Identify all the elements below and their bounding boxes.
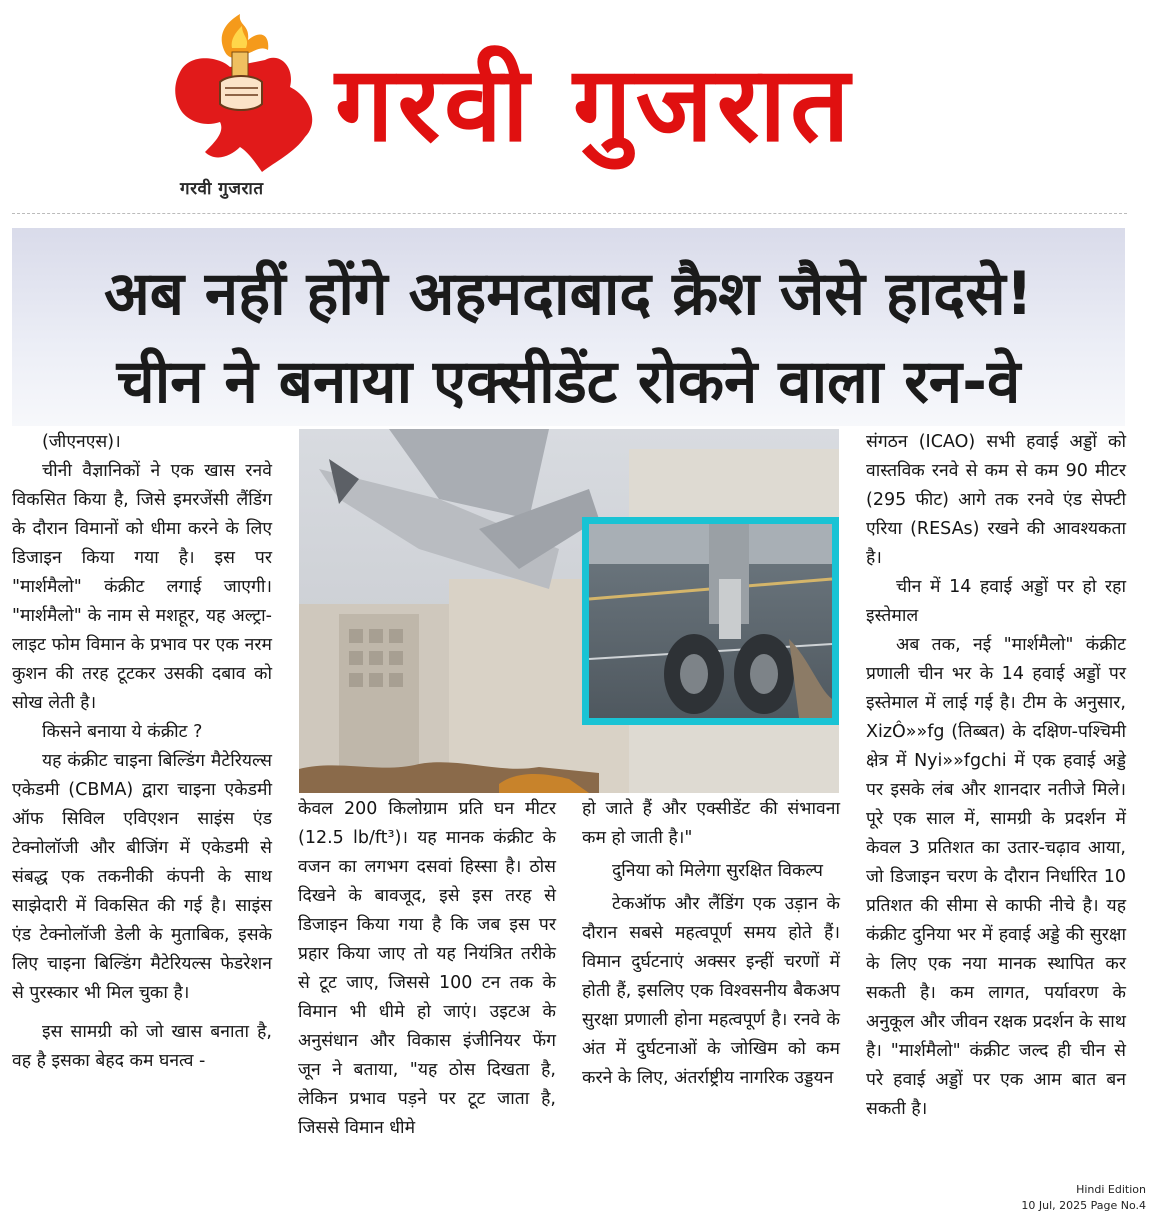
edition-label: Hindi Edition <box>1076 1183 1146 1196</box>
torch-map-logo-icon <box>170 12 330 202</box>
paragraph: चीनी वैज्ञानिकों ने एक खास रनवे विकसित किया है, जिसे इमरजेंसी लैंडिंग के दौरान विमानों को धीमा करने के लिए डिजाइन किया गया है। इस पर "मार्शमैलो" कंक्रीट लगाई जाएगी। "मार्शमैलो" के नाम से मशहूर, यह अल्ट्रा-लाइट फोम विमान के प्रभाव पर एक नरम कुशन की तरह टूटकर उसकी दबाव को सोख लेती है। <box>12 461 272 713</box>
headline-line-2: चीन ने बनाया एक्सीडेंट रोकने वाला रन-वे <box>116 347 1021 417</box>
article-column-4 <box>866 428 1126 1124</box>
paragraph: हो जाते हैं और एक्सीडेंट की संभावना कम हो जाती है।" <box>582 799 840 848</box>
crash-photo <box>299 429 839 793</box>
paragraph: इस सामग्री को जो खास बनाता है, वह है इसका बेहद कम घनत्व - <box>12 1022 272 1071</box>
headline-banner <box>12 228 1125 426</box>
newspaper-title: गरवी गुजरात <box>335 43 854 165</box>
article-column-1 <box>12 428 272 1076</box>
page-footer <box>1021 1182 1146 1214</box>
masthead <box>0 0 1156 215</box>
article-column-2 <box>298 795 556 1143</box>
paragraph: टेकऑफ और लैंडिंग एक उड़ान के दौरान सबसे महत्वपूर्ण समय होते हैं। विमान दुर्घटनाएं अक्सर इन्हीं चरणों में होती हैं, इसलिए एक विश्वसनीय बैकअप सुरक्षा प्रणाली होना महत्वपूर्ण है। रनवे के अंत में दुर्घटनाओं के जोखिम को कम करने के लिए, अंतर्राष्ट्रीय नागरिक उड्डयन <box>582 894 840 1088</box>
paragraph: यह कंक्रीट चाइना बिल्डिंग मैटेरियल्स एकेडमी (CBMA) द्वारा चाइना एकेडमी ऑफ सिविल एविएशन साइंस एंड टेक्नोलॉजी और बीजिंग में एकेडमी से संबद्ध एक तकनीकी कंपनी के साथ साझेदारी में विकसित की गई है। साइंस एंड टेक्नोलॉजी डेली के मुताबिक, इसके लिए चाइना बिल्डिंग मैटेरियल्स फेडरेशन से पुरस्कार भी मिल चुका है। <box>12 751 272 1003</box>
paragraph: अब तक, नई "मार्शमैलो" कंक्रीट प्रणाली चीन भर के 14 हवाई अड्डों पर इस्तेमाल में लाई गई है। टीम के अनुसार, XizÔ»»fg (तिब्बत) के दक्षिण-पश्चिमी क्षेत्र में Nyi»»fgchi में एक हवाई अड्डे पर इसके लंब और शानदार नतीजे मिले। पूरे एक साल में, सामग्री के प्रदर्शन में केवल 3 प्रतिशत का उतार-चढ़ाव आया, जो डिजाइन चरण के दौरान निर्धारित 10 प्रतिशत की सीमा से काफी नीचे है। यह कंक्रीट दुनिया भर में हवाई अड्डे की सुरक्षा के लिए एक नया मानक स्थापित कर सकती है। कम लागत, पर्यावरण के अनुकूल और जीवन रक्षक प्रदर्शन के साथ है। "मार्शमैलो" कंक्रीट जल्द ही चीन से परे हवाई अड्डों पर एक आम बात बन सकती है। <box>866 635 1126 1119</box>
date-page-label: 10 Jul, 2025 Page No.4 <box>1021 1199 1146 1212</box>
masthead-divider <box>12 213 1127 216</box>
article-column-3 <box>582 795 840 1093</box>
subheading: दुनिया को मिलेगा सुरक्षित विकल्प <box>612 861 823 881</box>
dateline: (जीएनएस)। <box>42 432 121 452</box>
paragraph: संगठन (ICAO) सभी हवाई अड्डों को वास्तविक रनवे से कम से कम 90 मीटर (295 फीट) आगे तक रनवे एंड सेफ्टी एरिया (RESAs) रखने की आवश्यकता है। <box>866 432 1126 568</box>
subheading: चीन में 14 हवाई अड्डों पर हो रहा इस्तेमाल <box>866 577 1126 626</box>
logo-caption: गरवी गुजरात <box>180 179 264 199</box>
headline-line-1: अब नहीं होंगे अहमदाबाद क्रैश जैसे हादसे! <box>103 259 1034 329</box>
subheading: किसने बनाया ये कंक्रीट ? <box>42 722 203 742</box>
paragraph: केवल 200 किलोग्राम प्रति घन मीटर (12.5 lb/ft³)। यह मानक कंक्रीट के वजन का लगभग दसवां हिस्सा है। ठोस दिखने के बावजूद, इसे इस तरह से डिजाइन किया गया है कि जब इस पर प्रहार किया जाए तो यह नियंत्रित तरीके से टूट जाए, जिससे 100 टन तक के विमान भी धीमे हो जाएं। उइटअ के अनुसंधान और विकास इंजीनियर फेंग जून ने बताया, "यह ठोस दिखता है, लेकिन प्रभाव पड़ने पर टूट जाता है, जिससे विमान धीमे <box>298 799 556 1138</box>
